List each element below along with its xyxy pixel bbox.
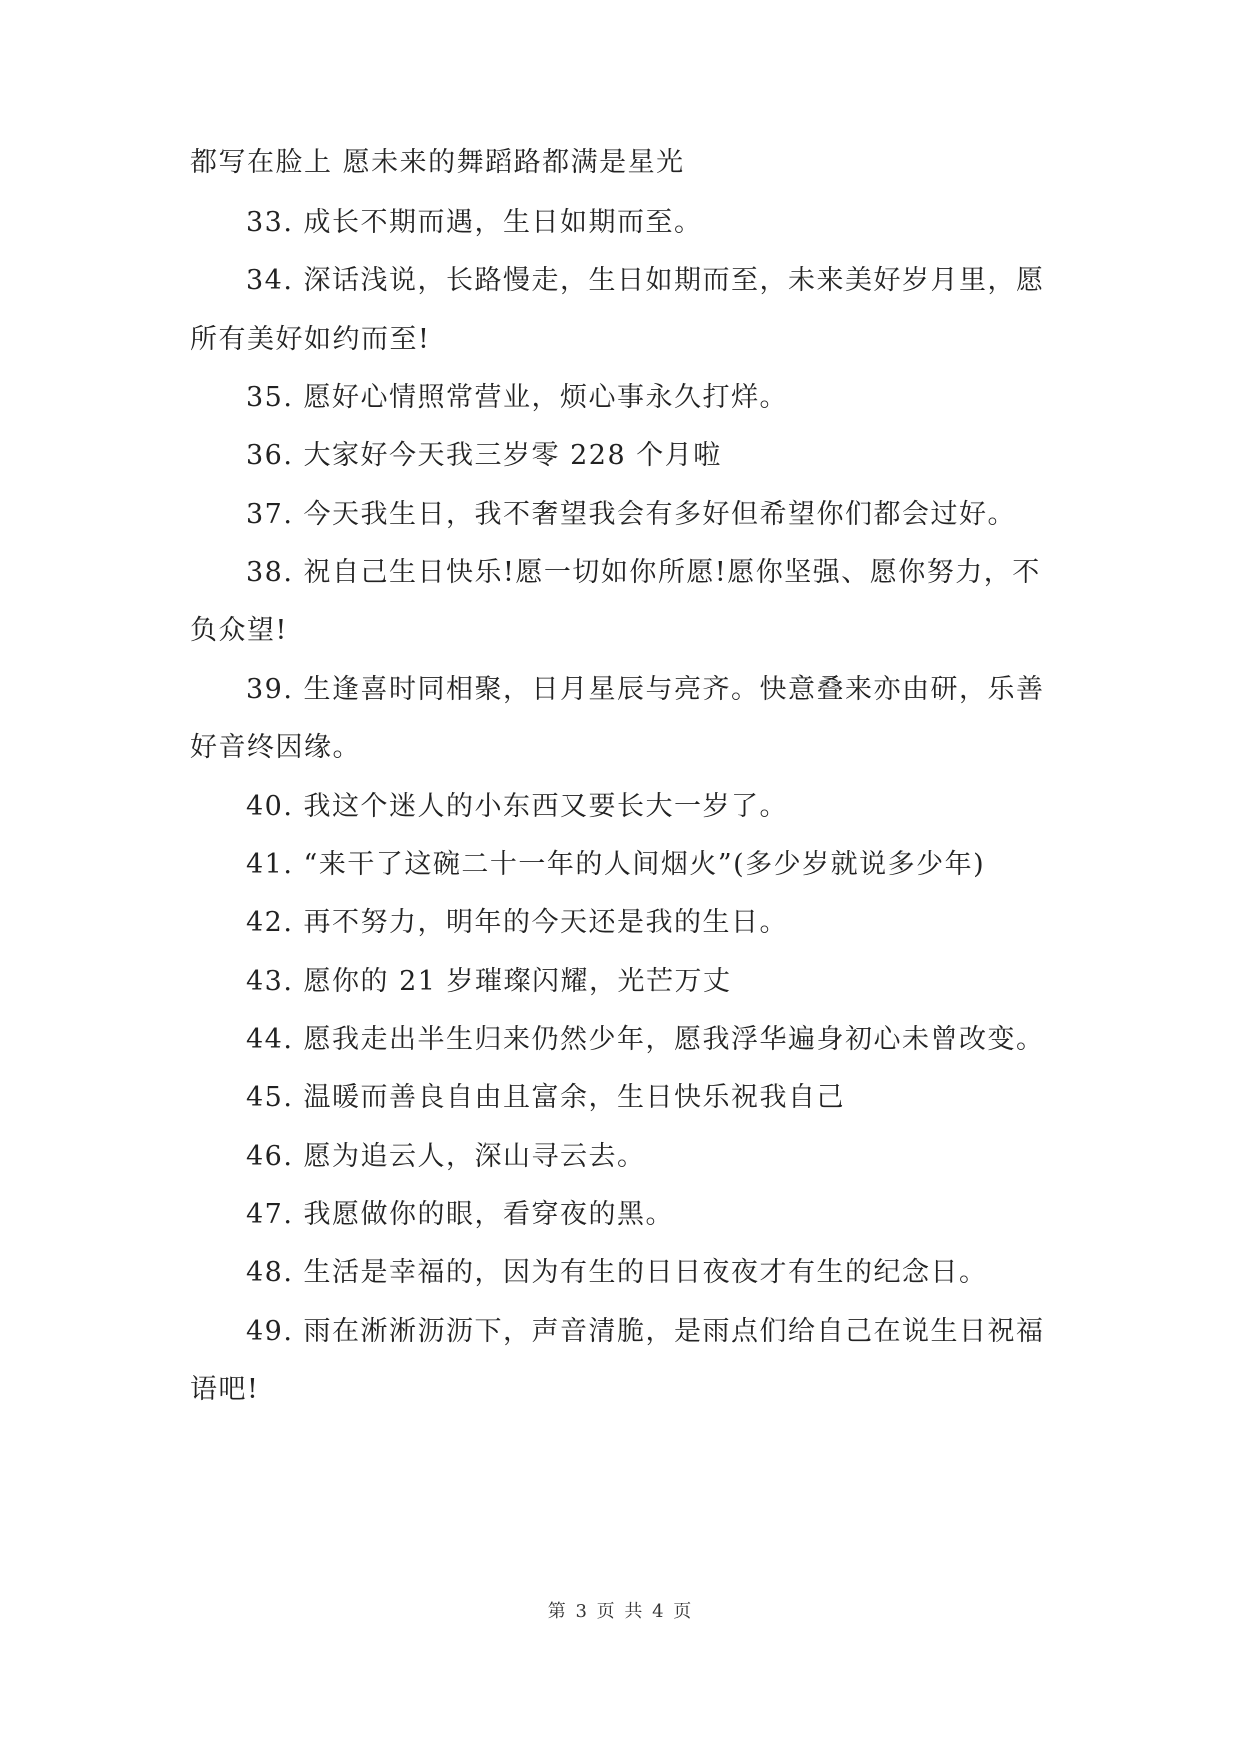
- item-34-continued: 所有美好如约而至!: [190, 324, 431, 355]
- item-38: 38. 祝自己生日快乐!愿一切如你所愿!愿你坚强、愿你努力，不: [246, 557, 1041, 588]
- item-35: 35. 愿好心情照常营业，烦心事永久打烊。: [246, 382, 789, 413]
- item-33: 33. 成长不期而遇，生日如期而至。: [246, 207, 703, 238]
- item-43: 43. 愿你的 21 岁璀璨闪耀，光芒万丈: [246, 966, 732, 997]
- item-49-continued: 语吧!: [190, 1374, 260, 1405]
- item-45: 45. 温暖而善良自由且富余，生日快乐祝我自己: [246, 1082, 846, 1113]
- item-47: 47. 我愿做你的眼，看穿夜的黑。: [246, 1199, 675, 1230]
- item-46: 46. 愿为追云人，深山寻云去。: [246, 1141, 646, 1172]
- page-number-footer: 第 3 页 共 4 页: [547, 1601, 694, 1622]
- item-36: 36. 大家好今天我三岁零 228 个月啦: [246, 440, 722, 471]
- item-48: 48. 生活是幸福的，因为有生的日日夜夜才有生的纪念日。: [246, 1257, 988, 1288]
- item-42: 42. 再不努力，明年的今天还是我的生日。: [246, 907, 789, 938]
- item-39-continued: 好音终因缘。: [190, 732, 361, 763]
- item-39: 39. 生逢喜时同相聚，日月星辰与亮齐。快意叠来亦由研，乐善: [246, 674, 1045, 705]
- item-38-continued: 负众望!: [190, 615, 288, 646]
- item-40: 40. 我这个迷人的小东西又要长大一岁了。: [246, 791, 789, 822]
- item-34: 34. 深话浅说，长路慢走，生日如期而至，未来美好岁月里，愿: [246, 265, 1045, 296]
- item-41: 41. “来干了这碗二十一年的人间烟火”(多少岁就说多少年): [246, 849, 986, 880]
- item-49: 49. 雨在淅淅沥沥下，声音清脆，是雨点们给自己在说生日祝福: [246, 1316, 1045, 1347]
- item-37: 37. 今天我生日，我不奢望我会有多好但希望你们都会过好。: [246, 499, 1017, 530]
- item-44: 44. 愿我走出半生归来仍然少年，愿我浮华遍身初心未曾改变。: [246, 1024, 1045, 1055]
- continued-line: 都写在脸上 愿未来的舞蹈路都满是星光: [190, 147, 685, 178]
